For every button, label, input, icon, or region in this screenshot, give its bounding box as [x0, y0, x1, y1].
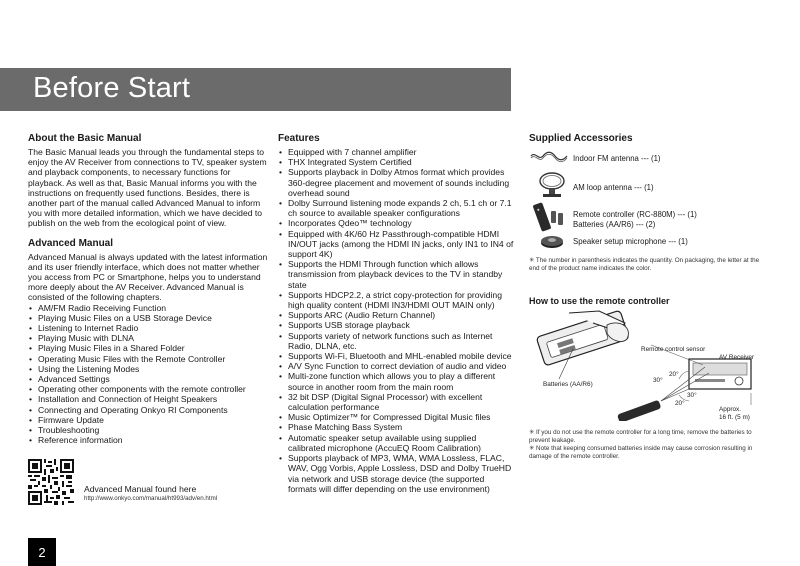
page-title: Before Start: [33, 72, 191, 104]
fm-antenna-icon: [529, 149, 569, 163]
feature-item: • Supports USB storage playback: [278, 320, 514, 330]
note-text: The number in parenthesis indicates the quantity. On packaging, the letter at the end of the product name indicates the color.: [529, 257, 760, 272]
chapter-item: • Installation and Connection of Height Speakers: [28, 394, 268, 404]
note-marker: ✳: [529, 445, 535, 452]
header-bar: [0, 68, 511, 111]
note-marker: ✳: [529, 257, 535, 264]
chapter-item: • Playing Music with DLNA: [28, 333, 268, 343]
label-remote-sensor: Remote control sensor: [641, 346, 706, 353]
accessory-fm-antenna: Indoor FM antenna --- (1): [573, 154, 661, 163]
feature-item: • Supports Wi-Fi, Bluetooth and MHL-enabled mobile device: [278, 351, 514, 361]
label-av-receiver: AV Receiver: [719, 354, 755, 361]
column-accessories: [529, 133, 777, 473]
microphone-icon: [537, 232, 567, 250]
accessory-remote: Remote controller (RC-880M) --- (1): [573, 210, 697, 219]
remote-note-2: [529, 445, 765, 460]
chapter-item: • Troubleshooting: [28, 425, 268, 435]
note-marker: ✳: [529, 429, 535, 436]
feature-item: • Supports ARC (Audio Return Channel): [278, 310, 514, 320]
qr-code-icon[interactable]: [28, 459, 74, 505]
feature-item: • THX Integrated System Certified: [278, 157, 514, 167]
label-angle-30-bottom: 30°: [687, 392, 697, 399]
label-distance: 16 ft. (5 m): [719, 414, 750, 421]
chapter-item: • Playing Music Files on a USB Storage Device: [28, 313, 268, 323]
page-number: 2: [38, 545, 46, 560]
basic-manual-heading: About the Basic Manual: [28, 133, 142, 144]
advanced-manual-chapters: [28, 303, 268, 446]
am-loop-antenna-icon: [537, 171, 567, 199]
feature-item: • Supports variety of network functions such as Internet Radio, DLNA, etc.: [278, 331, 514, 351]
remote-controller-icon: [531, 199, 567, 235]
chapter-item: • Operating other components with the remote controller: [28, 384, 268, 394]
accessories-note: [529, 257, 769, 272]
accessories-heading: Supplied Accessories: [529, 133, 633, 144]
feature-item: • Equipped with 4K/60 Hz Passthrough-compatible HDMI IN/OUT jacks (among the HDMI IN jacks, only IN1 to IN4 of support 4K): [278, 229, 514, 260]
chapter-item: • Operating Music Files with the Remote Controller: [28, 354, 268, 364]
chapter-item: • Playing Music Files in a Shared Folder: [28, 343, 268, 353]
accessory-microphone: Speaker setup microphone --- (1): [573, 237, 688, 246]
feature-item: • Phase Matching Bass System: [278, 422, 514, 432]
advanced-manual-url-link[interactable]: http://www.onkyo.com/manual/ht993/adv/en.html: [84, 495, 218, 502]
feature-item: • Incorporates Qdeo™ technology: [278, 218, 514, 228]
feature-item: • Supports playback in Dolby Atmos format which provides 360-degree placement and movement of sounds including overhead sound: [278, 167, 514, 198]
advanced-manual-found-label: Advanced Manual found here: [84, 484, 197, 494]
feature-item: • 32 bit DSP (Digital Signal Processor) with excellent calculation performance: [278, 392, 514, 412]
features-list: [278, 147, 514, 494]
label-angle-20-top: 20°: [669, 371, 679, 378]
label-batteries: Batteries (AA/R6): [543, 381, 593, 388]
chapter-item: • Connecting and Operating Onkyo RI Components: [28, 405, 268, 415]
feature-item: • Supports playback of MP3, WMA, WMA Lossless, FLAC, WAV, Ogg Vorbis, Apple Lossless, DSD and Dolby TrueHD via network and USB storage device (the supported formats will differ depending on the use environment): [278, 453, 514, 494]
label-angle-30-top: 30°: [653, 377, 663, 384]
advanced-manual-heading: Advanced Manual: [28, 237, 114, 249]
feature-item: • Dolby Surround listening mode expands 2 ch, 5.1 ch or 7.1 ch source to available speaker configurations: [278, 198, 514, 218]
note-text: If you do not use the remote controller for a long time, remove the batteries to prevent leakage.: [529, 429, 752, 444]
column-basic-manual: [28, 133, 268, 445]
remote-usage-heading: How to use the remote controller: [529, 296, 670, 306]
feature-item: • Equipped with 7 channel amplifier: [278, 147, 514, 157]
note-text: Note that keeping consumed batteries inside may cause corrosion resulting in damage of the remote controller.: [529, 445, 753, 460]
features-heading: Features: [278, 133, 320, 144]
chapter-item: • Using the Listening Modes: [28, 364, 268, 374]
chapter-item: • AM/FM Radio Receiving Function: [28, 303, 268, 313]
feature-item: • Music Optimizer™ for Compressed Digital Music files: [278, 412, 514, 422]
chapter-item: • Reference information: [28, 435, 268, 445]
chapter-item: • Firmware Update: [28, 415, 268, 425]
feature-item: • Multi-zone function which allows you to play a different source in another room from the main room: [278, 371, 514, 391]
label-angle-20-bottom: 20°: [675, 400, 685, 407]
page-number-box: [28, 538, 56, 566]
remote-note-1: [529, 429, 765, 444]
feature-item: • Supports HDCP2.2, a strict copy-protection for providing high quality content (HDMI IN3/HDMI OUT MAIN only): [278, 290, 514, 310]
accessory-am-antenna: AM loop antenna --- (1): [573, 183, 654, 192]
label-approx: Approx.: [719, 406, 742, 413]
accessory-batteries: Batteries (AA/R6) --- (2): [573, 220, 656, 229]
basic-manual-body: The Basic Manual leads you through the fundamental steps to enjoy the AV Receiver from connections to TV, speaker system and playback components, to necessary functions for playback. As well as that, Basic Manual informs you with the instructions on frequently used functions. Besides, there is another part of the manual called Advanced Manual to inform you with more detailed information, which we have decided to publish on the web from the ecological point of view.: [28, 147, 267, 229]
feature-item: • Automatic speaker setup available using supplied calibrated microphone (AccuEQ Room Calibration): [278, 433, 514, 453]
chapter-item: • Listening to Internet Radio: [28, 323, 268, 333]
advanced-manual-body: Advanced Manual is always updated with the latest information and its user friendly interface, which does not matter whether you access from PC or Smartphone, helps you to understand more deeply about the AV Receiver. Advanced Manual is consisted of the following chapters.: [28, 251, 268, 303]
feature-item: • A/V Sync Function to correct deviation of audio and video: [278, 361, 514, 371]
column-features: [278, 133, 514, 494]
chapter-item: • Advanced Settings: [28, 374, 268, 384]
feature-item: • Supports the HDMI Through function which allows transmission from playback devices to the TV in standby state: [278, 259, 514, 290]
